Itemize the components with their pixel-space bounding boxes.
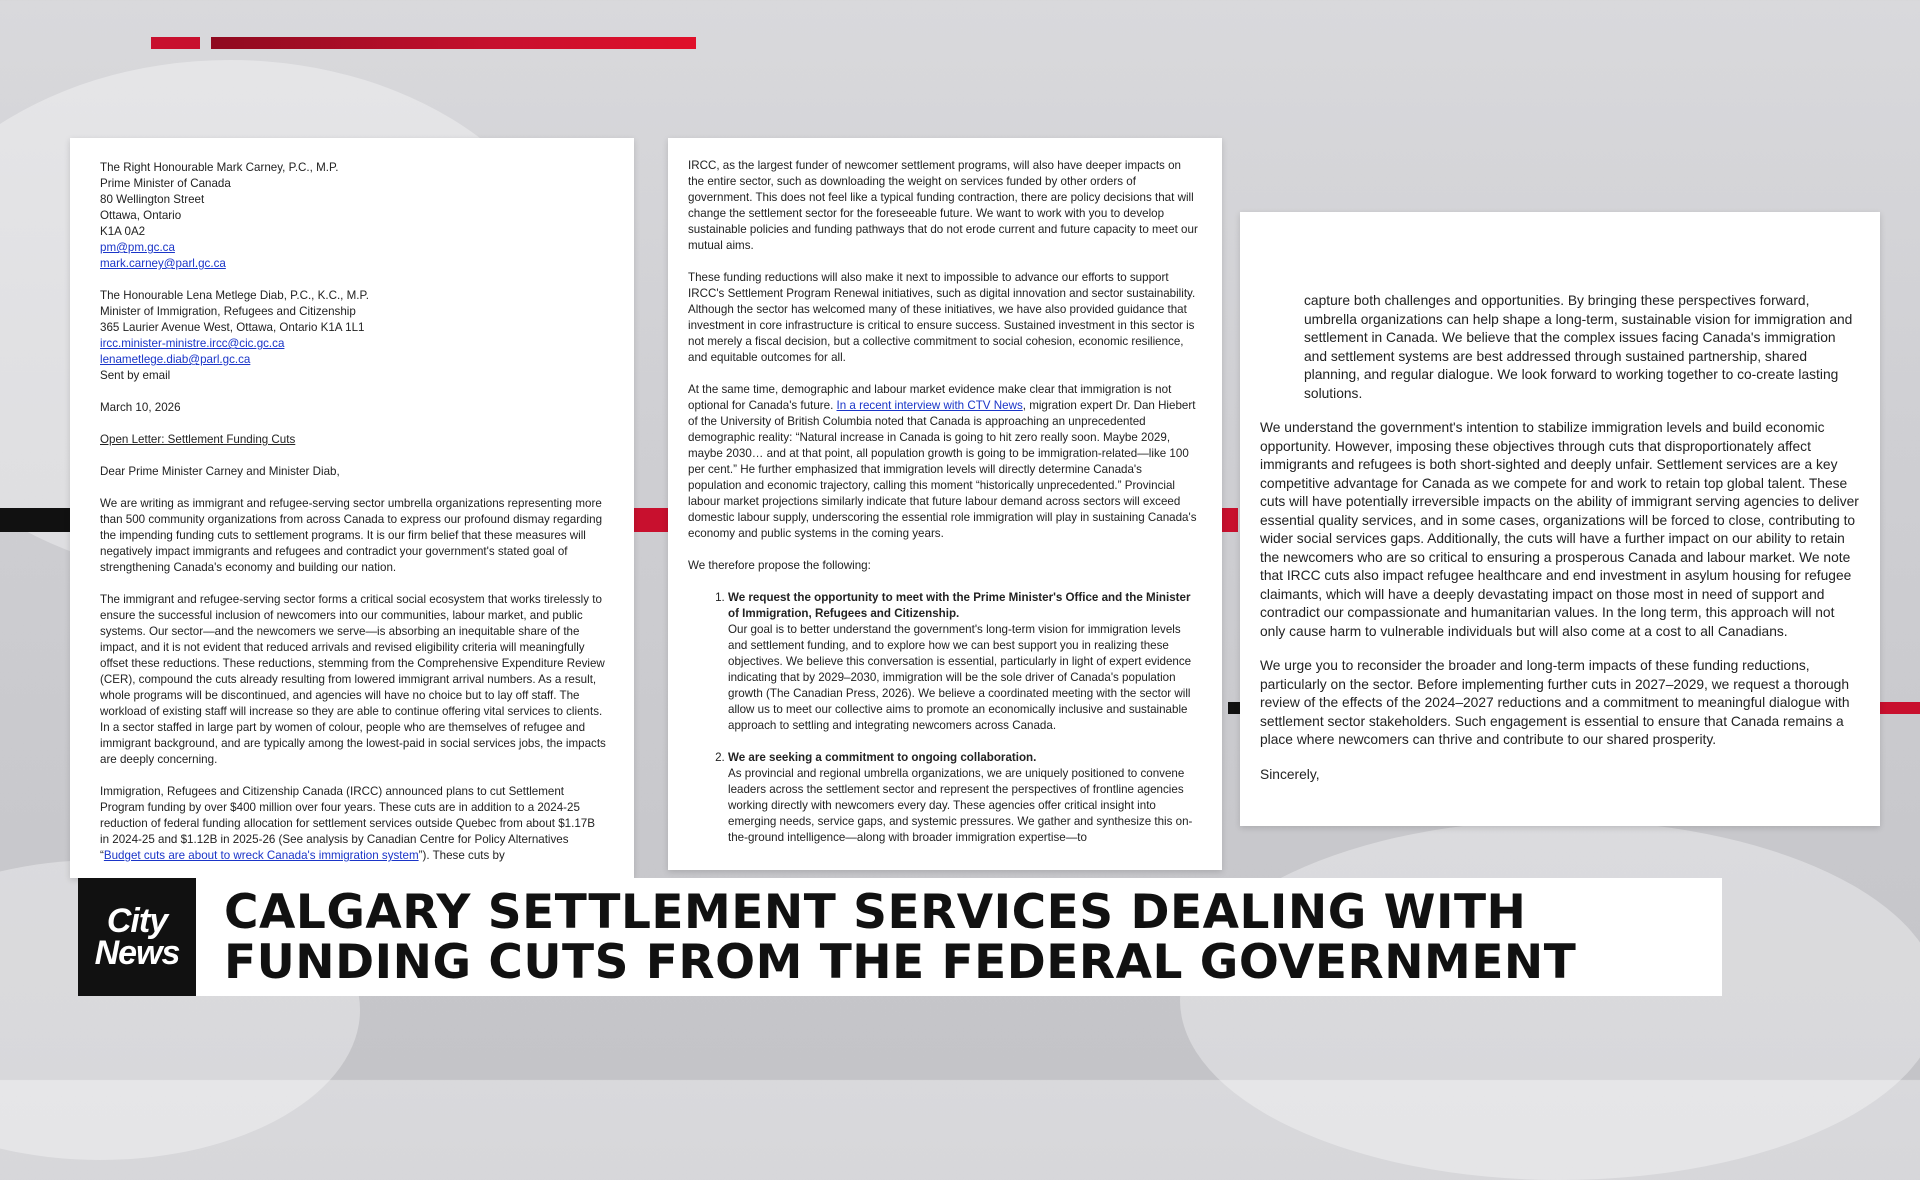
background-blob — [1180, 820, 1920, 1180]
address-line: Minister of Immigration, Refugees and Citizenship — [100, 305, 356, 318]
address-line: The Honourable Lena Metlege Diab, P.C., K.C., M.P. — [100, 289, 369, 302]
citynews-logo — [78, 878, 196, 996]
right-red-stripe — [1880, 702, 1920, 714]
letter-salutation: Dear Prime Minister Carney and Minister Diab, — [100, 465, 340, 478]
address-line: K1A 0A2 — [100, 225, 146, 238]
proposal-list — [688, 590, 1198, 846]
letter-closing: Sincerely, — [1260, 766, 1320, 782]
address-line: 365 Laurier Avenue West, Ottawa, Ontario K1A 1L1 — [100, 321, 365, 334]
headline-line: CALGARY SETTLEMENT SERVICES DEALING WITH — [224, 885, 1527, 940]
logo-text-city: City — [106, 902, 168, 940]
letter-page-2 — [668, 138, 1222, 870]
news-headline — [224, 885, 1704, 990]
address-line: 80 Wellington Street — [100, 193, 205, 206]
email-link[interactable]: mark.carney@parl.gc.ca — [100, 257, 226, 270]
letter-paragraph: We urge you to reconsider the broader and long-term impacts of these funding reductions, particularly on the sector. Before implementing further cuts in 2027–2029, we request a thorough review of the effects of the 2024–2027 reductions and a commitment to meaningful dialogue with settlement sector stakeholders. Such engagement is essential to ensure that Canada remains a place where newcomers can thrive and contribute to our shared prosperity. — [1260, 658, 1850, 747]
proposal-body: Our goal is to better understand the government's long-term vision for immigration levels and settlement funding, and to explore how we can best support you in realizing these objectives. We believe this conversation is essential, particularly in light of expert evidence indicating that by 2029–2030, immigration will be the sole driver of Canada's population growth (The Canadian Press, 2026). We believe a coordinated meeting with the sector will allow us to meet our collective aims to promote an economically inclusive and sustainable approach to settling and integrating newcomers across Canada. — [728, 623, 1192, 732]
top-red-stripe-long — [211, 37, 696, 49]
letter-date: March 10, 2026 — [100, 401, 181, 414]
letter-paragraph: The immigrant and refugee-serving sector forms a critical social ecosystem that works tirelessly to ensure the successful inclusion of newcomers into our communities, labour market, and public systems. Our sector—and the newcomers we serve—is absorbing an inequitable share of the impact, and it is not evident that reduced arrivals and revised eligibility criteria will meaningfully offset these reductions. These reductions, stemming from the Comprehensive Expenditure Review (CER), compound the cuts already resulting from lowered immigrant arrival numbers. As a result, whole programs will be discontinued, and agencies will have no choice but to lay off staff. The workload of existing staff will increase so they are able to continue offering vital services to clients. In a sector staffed in large part by women of colour, people who are themselves of refugee and immigrant background, and are typically among the lowest-paid in social services jobs, the impacts are deeply concerning. — [100, 593, 606, 766]
letter-page-1 — [70, 138, 634, 878]
paragraph-text: At the same time, demographic and labour market evidence make clear that immigration is not optional for Canada's future. — [688, 383, 1172, 412]
proposal-title: 2. We are seeking a commitment to ongoing collaboration. — [728, 751, 1037, 764]
ctv-interview-link[interactable]: In a recent interview with CTV News — [836, 399, 1023, 412]
proposal-item — [728, 590, 1198, 734]
letter-paragraph: We are writing as immigrant and refugee-serving sector umbrella organizations representing more than 500 community organizations from across Canada to express our profound dismay regarding the impending funding cuts to settlement programs. It is our firm belief that these measures will negatively impact immigrants and refugees and contradict your government's stated goal of strengthening Canada's economy and building our nation. — [100, 497, 603, 574]
letter-paragraph: IRCC, as the largest funder of newcomer settlement programs, will also have deeper impacts on the entire sector, such as downloading the weight on services funded by other orders of government. This does not feel like a typical funding contraction, there are policy decisions that will change the settlement sector for the foreseeable future. We want to work with you to develop sustainable policies and funding pathways that do not erode current and future capacity to meet our mutual aims. — [688, 159, 1198, 252]
letter-subject: Open Letter: Settlement Funding Cuts — [100, 433, 296, 446]
email-link[interactable]: ircc.minister-ministre.ircc@cic.gc.ca — [100, 337, 285, 350]
news-lower-third — [78, 878, 1722, 996]
letter-paragraph: These funding reductions will also make it next to impossible to advance our efforts to support IRCC's Settlement Program Renewal initiatives, such as digital innovation and sector sustainability. Although the sector has welcomed many of these initiatives, we have also provided guidance that investment in core infrastructure is critical to ensure success. Sustained investment in this sector is not merely a fiscal decision, but a collective commitment to social cohesion, economic resilience, and equitable outcomes for all. — [688, 271, 1196, 364]
proposal-title: 1. We request the opportunity to meet with the Prime Minister's Office and the Minister of Immigration, Refugees and Citizenship. — [728, 591, 1191, 620]
letter-paragraph: We understand the government's intention to stabilize immigration levels and build economic opportunity. However, imposing these objectives through cuts that disproportionately affect immigrants and refugees is both short-sighted and deeply unfair. Settlement services are a key competitive advantage for Canada as we compete for and work to retain top global talent. These cuts will have potentially irreversible impacts on the ability of immigrant serving agencies to deliver essential quality services, and in some cases, organizations will be forced to close, contributing to wider social services gaps. Additionally, the cuts will have a further impact on our ability to retain the newcomers who are so critical to ensuring a prosperous Canada and labour market. We note that IRCC cuts also impact refugee healthcare and end investment in asylum housing for refugee claimants, which will have a deeply devastating impact on those most in need of support and contradict our compassionate and humanitarian values. In the long term, this approach will not only cause harm to vulnerable individuals but will also come at a cost to all Canadians. — [1260, 420, 1859, 639]
email-link[interactable]: pm@pm.gc.ca — [100, 241, 175, 254]
address-line: The Right Honourable Mark Carney, P.C., M.P. — [100, 161, 339, 174]
sent-by-note: Sent by email — [100, 369, 171, 382]
address-line: Ottawa, Ontario — [100, 209, 182, 222]
mid-red-stripe — [1222, 508, 1238, 532]
left-red-stripe — [634, 508, 668, 532]
paragraph-text: , migration expert Dr. Dan Hiebert of the University of British Columbia noted that Canada is approaching an unprecedented demographic reality: “Natural increase in Canada is going to hit zero really soon. Maybe 2029, maybe 2030… and at that point, all population growth is going to be immigration-related—like 100 per cent.” He further emphasized that immigration levels will directly determine Canada's population and economic trajectory, calling this moment “historically unprecedented.” Provincial labour market projections similarly indicate that future labour demand across sectors will exceed domestic labour supply, underscoring the essential role immigration will play in sustaining Canada's economy and public systems in the coming years. — [688, 399, 1197, 540]
email-link[interactable]: lenametlege.diab@parl.gc.ca — [100, 353, 251, 366]
recipient-address-pm — [100, 160, 606, 272]
ccpa-analysis-link[interactable]: Budget cuts are about to wreck Canada's immigration system — [103, 849, 419, 862]
right-black-stripe — [1228, 702, 1240, 714]
headline-line: FUNDING CUTS FROM THE FEDERAL GOVERNMENT — [224, 935, 1577, 990]
address-line: Prime Minister of Canada — [100, 177, 231, 190]
left-black-stripe — [0, 508, 70, 532]
top-red-stripe-short — [151, 37, 200, 49]
logo-text-news: News — [94, 934, 180, 972]
paragraph-text: Immigration, Refugees and Citizenship Canada (IRCC) announced plans to cut Settlement Program funding by over $400 million over four years. These cuts are in addition to a 2024-25 reduction of federal funding allocation for settlement services outside Quebec from about $1.17B in 2024-25 and $1.12B in 2025-26 (See analysis by Canadian Centre for Policy Alternatives “ — [100, 785, 595, 862]
proposal-intro: We therefore propose the following: — [688, 559, 871, 572]
letter-page-3 — [1240, 212, 1880, 826]
proposal-body: As provincial and regional umbrella organizations, we are uniquely positioned to convene leaders across the settlement sector and represent the perspectives of frontline agencies working directly with newcomers every day. These agencies offer critical insight into emerging needs, service gaps, and systemic pressures. We gather and synthesize this on-the-ground intelligence—along with broader immigration expertise—to — [728, 767, 1193, 844]
proposal-item — [728, 750, 1198, 846]
paragraph-text: ”). These cuts by — [418, 849, 505, 862]
letter-paragraph — [100, 784, 606, 864]
letter-paragraph: capture both challenges and opportunities. By bringing these perspectives forward, umbrella organizations can help shape a long-term, sustainable vision for immigration and settlement in Canada. We believe that the complex issues facing Canada's immigration and settlement systems are best addressed through sustained partnership, shared planning, and regular dialogue. We look forward to working together to co-create lasting solutions. — [1304, 293, 1853, 401]
recipient-address-minister — [100, 288, 606, 384]
letter-paragraph — [688, 382, 1198, 542]
